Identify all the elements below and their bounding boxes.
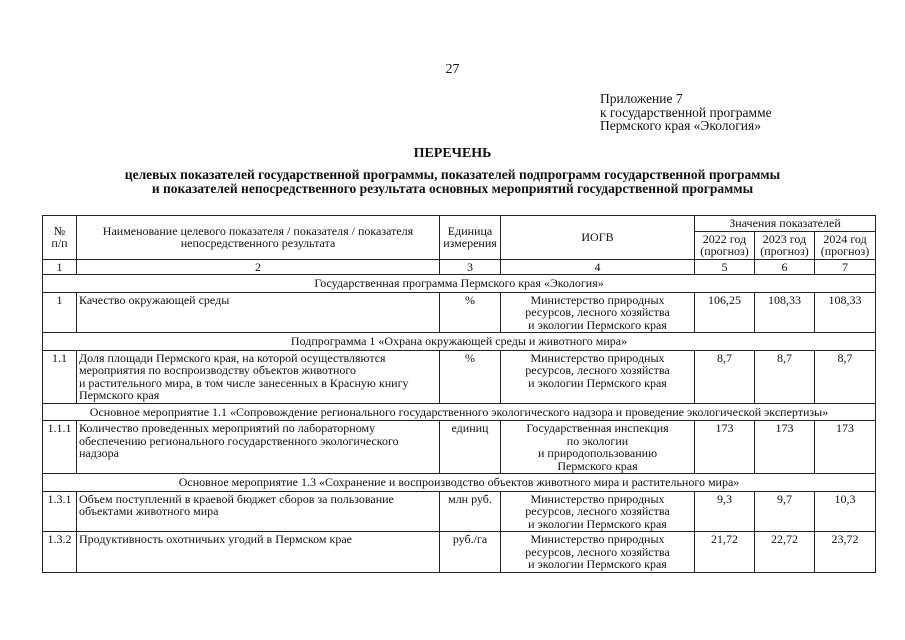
column-numbers-row — [43, 259, 876, 275]
row-iogv: Министерство природных ресурсов, лесного хозяйства и экологии Пермского края — [501, 292, 695, 333]
col-number: 7 — [815, 259, 876, 275]
header-iogv: ИОГВ — [501, 216, 695, 260]
row-iogv: Министерство природных ресурсов, лесного хозяйства и экологии Пермского края — [501, 350, 695, 403]
section-row — [43, 474, 876, 492]
col-number: 4 — [501, 259, 695, 275]
appendix-note — [600, 92, 772, 133]
table-row — [43, 491, 876, 532]
section-row — [43, 275, 876, 293]
col-number: 3 — [440, 259, 501, 275]
row-name: Количество проведенных мероприятий по лабораторному обеспечению регионального государственного экологического надзора — [77, 421, 440, 474]
subtitle-line-2: и показателей непосредственного результата основных мероприятий государственной программы — [151, 180, 754, 196]
row-value-2024: 173 — [815, 421, 876, 474]
document-subtitle — [0, 168, 905, 195]
row-value-2022: 173 — [695, 421, 755, 474]
page-number: 27 — [445, 62, 460, 77]
row-value-2023: 108,33 — [755, 292, 815, 333]
header-unit: Единица измерения — [440, 216, 501, 260]
header-num: № п/п — [43, 216, 77, 260]
header-row — [43, 216, 876, 232]
header-values-group: Значения показателей — [695, 216, 876, 232]
document-title: ПЕРЕЧЕНЬ — [413, 146, 492, 161]
row-name: Доля площади Пермского края, на которой осуществляются мероприятия по воспроизводству объектов животного и растительного мира, в том числе занесенных в Красную книгу Пермского края — [77, 350, 440, 403]
appendix-line-2: к государственной программе — [600, 104, 772, 120]
section-row — [43, 333, 876, 351]
table-row — [43, 292, 876, 333]
section-title: Основное мероприятие 1.1 «Сопровождение регионального государственного экологического надзора и проведение экологической экспертизы» — [43, 403, 876, 421]
header-year-2022: 2022 год (прогноз) — [695, 231, 755, 259]
table-row — [43, 421, 876, 474]
row-num: 1.1.1 — [43, 421, 77, 474]
row-value-2023: 8,7 — [755, 350, 815, 403]
row-value-2022: 21,72 — [695, 532, 755, 573]
header-year-2023: 2023 год (прогноз) — [755, 231, 815, 259]
row-num: 1 — [43, 292, 77, 333]
indicators-table — [42, 215, 876, 573]
appendix-line-1: Приложение 7 — [600, 91, 683, 106]
row-unit: млн руб. — [440, 491, 501, 532]
header-name: Наименование целевого показателя / показателя / показателя непосредственного результата — [77, 216, 440, 260]
row-value-2024: 10,3 — [815, 491, 876, 532]
row-value-2023: 9,7 — [755, 491, 815, 532]
subtitle-line-1: целевых показателей государственной программы, показателей подпрограмм государственной программы — [124, 167, 781, 182]
row-value-2023: 173 — [755, 421, 815, 474]
row-value-2022: 8,7 — [695, 350, 755, 403]
row-value-2024: 8,7 — [815, 350, 876, 403]
section-title: Государственная программа Пермского края «Экология» — [43, 275, 876, 293]
col-number: 6 — [755, 259, 815, 275]
row-unit: единиц — [440, 421, 501, 474]
row-unit: % — [440, 350, 501, 403]
table-row — [43, 532, 876, 573]
row-value-2024: 23,72 — [815, 532, 876, 573]
header-year-2024: 2024 год (прогноз) — [815, 231, 876, 259]
row-value-2022: 106,25 — [695, 292, 755, 333]
row-num: 1.3.1 — [43, 491, 77, 532]
section-title: Основное мероприятие 1.3 «Сохранение и воспроизводство объектов животного мира и растительного мира» — [43, 474, 876, 492]
row-iogv: Государственная инспекция по экологии и природопользованию Пермского края — [501, 421, 695, 474]
row-value-2023: 22,72 — [755, 532, 815, 573]
row-unit: руб./га — [440, 532, 501, 573]
section-row — [43, 403, 876, 421]
col-number: 2 — [77, 259, 440, 275]
row-num: 1.1 — [43, 350, 77, 403]
col-number: 1 — [43, 259, 77, 275]
row-value-2024: 108,33 — [815, 292, 876, 333]
table-row — [43, 350, 876, 403]
row-name: Объем поступлений в краевой бюджет сборов за пользование объектами животного мира — [77, 491, 440, 532]
appendix-line-3: Пермского края «Экология» — [600, 118, 761, 133]
row-iogv: Министерство природных ресурсов, лесного хозяйства и экологии Пермского края — [501, 532, 695, 573]
section-title: Подпрограмма 1 «Охрана окружающей среды и животного мира» — [43, 333, 876, 351]
row-iogv: Министерство природных ресурсов, лесного хозяйства и экологии Пермского края — [501, 491, 695, 532]
row-unit: % — [440, 292, 501, 333]
row-name: Продуктивность охотничьих угодий в Пермском крае — [77, 532, 440, 573]
row-value-2022: 9,3 — [695, 491, 755, 532]
row-name: Качество окружающей среды — [77, 292, 440, 333]
row-num: 1.3.2 — [43, 532, 77, 573]
col-number: 5 — [695, 259, 755, 275]
